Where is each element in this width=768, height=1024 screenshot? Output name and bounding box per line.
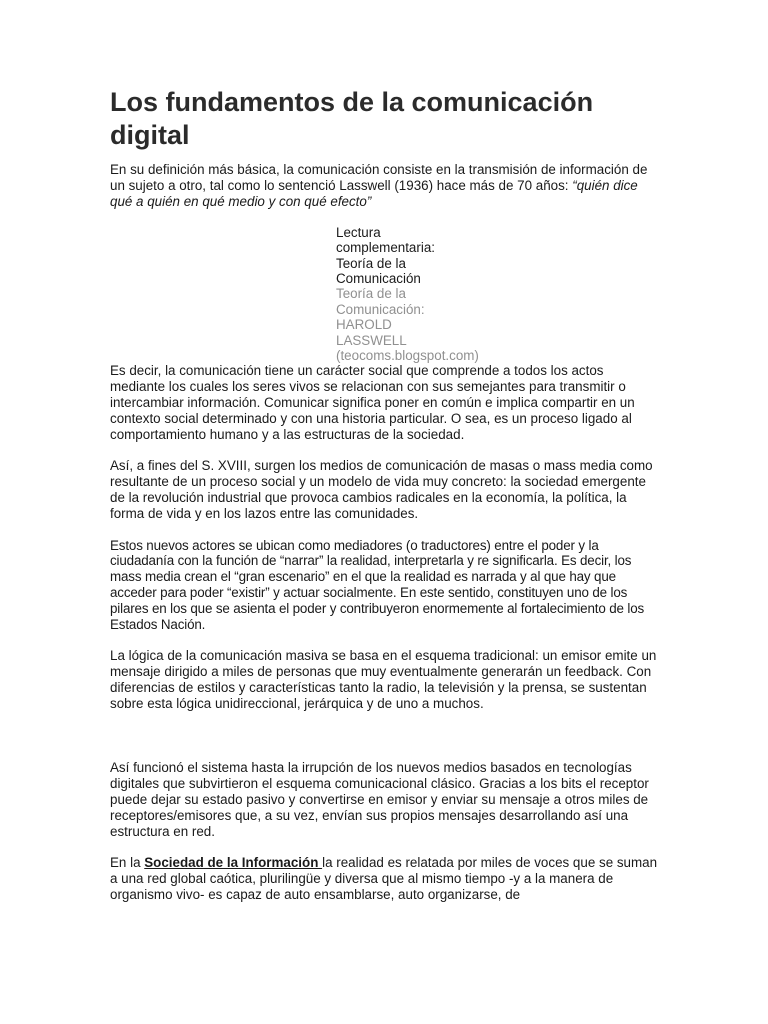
- intro-quote: “quién dice qué a quién en qué medio y con qué efecto”: [110, 177, 638, 209]
- complementary-reading-box: [336, 224, 479, 364]
- article-title: Los fundamentos de la comunicación digital: [110, 87, 594, 150]
- paragraph-3: Estos nuevos actores se ubican como mediadores (o traductores) entre el poder y la ciudadanía con la función de “narrar” la realidad, interpretarla y re significarla. Es decir, los mass media crean el “gran escenario” en el que la realidad es narrada y al que hay que acceder para poder “existir” y actuar socialmente. En este sentido, constituyen uno de los pilares en los que se asienta el poder y contribuyeron enormemente al fortalecimiento de los Estados Nación.: [110, 537, 645, 633]
- paragraph-2: Así, a fines del S. XVIII, surgen los medios de comunicación de masas o mass media como resultante de un proceso social y un modelo de vida muy concreto: la sociedad emergente de la revolución industrial que provoca cambios radicales en la economía, la política, la forma de vida y en los lazos entre las comunidades.: [110, 458, 653, 522]
- paragraph-6-rest: la realidad es relatada por miles de voces que se suman a una red global caótica, plurilingüe y diversa que al mismo tiempo -y a la manera de organismo vivo- es capaz de auto ensamblarse, auto organizarse, de: [110, 855, 658, 902]
- article: [110, 86, 660, 903]
- sociedad-informacion-link[interactable]: Sociedad de la Información: [144, 855, 323, 871]
- complementary-reading-link[interactable]: Teoría de la Comunicación: HAROLD LASSWELL (teocoms.blogspot.com): [336, 286, 479, 363]
- paragraph-5: Así funcionó el sistema hasta la irrupción de los nuevos medios basados en tecnologías digitales que subvirtieron el esquema comunicacional clásico. Gracias a los bits el receptor puede dejar su estado pasivo y convertirse en emisor y enviar su mensaje a otros miles de receptores/emisores que, a su vez, envían sus propios mensajes desarrollando así una estructura en red.: [110, 760, 649, 839]
- paragraph-1: Es decir, la comunicación tiene un carácter social que comprende a todos los actos mediante los cuales los seres vivos se relacionan con sus semejantes para transmitir o intercambiar información. Comunicar significa poner en común e implica compartir en un contexto social determinado y con una historia particular. O sea, es un proceso ligado al comportamiento humano y a las estructuras de la sociedad.: [110, 363, 635, 442]
- paragraph-6: [110, 855, 660, 903]
- intro-paragraph: [110, 162, 660, 210]
- paragraph-4: La lógica de la comunicación masiva se basa en el esquema tradicional: un emisor emite un mensaje dirigido a miles de personas que muy eventualmente generarán un feedback. Con diferencias de estilos y características tanto la radio, la televisión y la prensa, se sustentan sobre esta lógica unidireccional, jerárquica y de uno a muchos.: [110, 648, 657, 712]
- paragraph-6-start: En la: [110, 855, 145, 871]
- intro-text: En su definición más básica, la comunicación consiste en la transmisión de información de un sujeto a otro, tal como lo sentenció Lasswell (1936) hace más de 70 años:: [110, 162, 648, 193]
- complementary-reading-label: Lectura complementaria: Teoría de la Comunicación: [336, 224, 435, 286]
